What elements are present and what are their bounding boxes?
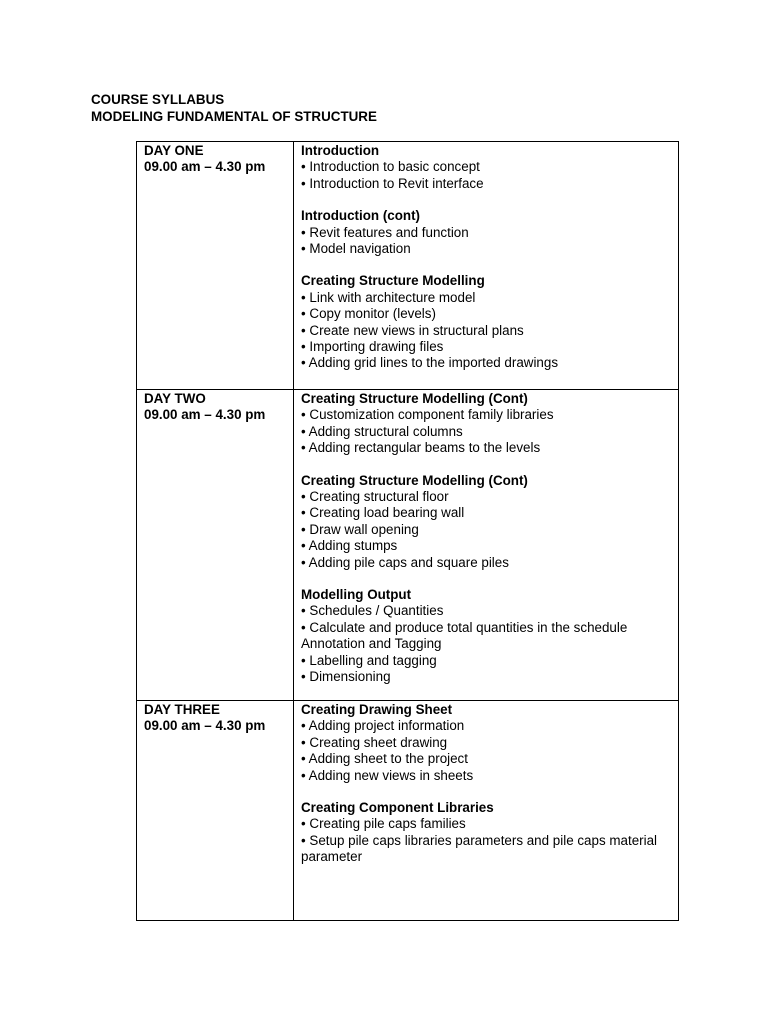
table-row [137,701,679,921]
list-item: • Adding structural columns [301,423,463,439]
title-course-syllabus: COURSE SYLLABUS [91,92,225,107]
list-item: • Adding rectangular beams to the levels [301,440,541,456]
section-heading: Creating Structure Modelling (Cont) [301,472,528,488]
day-cell [137,142,294,390]
list-item: • Dimensioning [301,669,391,685]
list-item: • Copy monitor (levels) [301,306,436,322]
list-item: • Adding grid lines to the imported drawings [301,355,559,371]
list-item: • Adding new views in sheets [301,767,474,783]
day-label: DAY THREE [144,702,220,717]
section-heading: Introduction (cont) [301,208,420,224]
day-time: 09.00 am – 4.30 pm [144,407,266,423]
topics-cell [294,390,679,701]
day-time: 09.00 am – 4.30 pm [144,718,266,734]
section-heading: Modelling Output [301,587,412,603]
day-cell [137,701,294,921]
day-label: DAY TWO [144,391,206,406]
list-item: • Schedules / Quantities [301,603,444,619]
list-item: • Draw wall opening [301,521,419,537]
list-item: • Link with architecture model [301,289,476,305]
topics-cell [294,701,679,921]
list-item: • Customization component family libraries [301,407,554,423]
list-item: • Importing drawing files [301,339,444,355]
document-title [91,92,377,125]
list-item: • Introduction to Revit interface [301,175,484,191]
list-item: • Adding stumps [301,538,398,554]
section-heading: Annotation and Tagging [301,636,442,652]
list-item: • Model navigation [301,241,411,257]
list-item: • Create new views in structural plans [301,322,524,338]
day-label: DAY ONE [144,143,204,158]
syllabus-table [136,141,679,921]
day-cell [137,390,294,701]
list-item: • Revit features and function [301,224,469,240]
section-heading: Creating Structure Modelling [301,273,485,289]
list-item: • Adding project information [301,718,465,734]
topics-cell [294,142,679,390]
list-item: • Creating structural floor [301,489,449,505]
title-course-name: MODELING FUNDAMENTAL OF STRUCTURE [91,108,377,124]
section-heading: Creating Drawing Sheet [301,702,453,717]
table-row [137,142,679,390]
list-item: • Adding pile caps and square piles [301,554,509,570]
list-item: • Calculate and produce total quantities in the schedule [301,619,628,635]
table-row [137,390,679,701]
list-item: • Creating pile caps families [301,816,466,832]
list-item: • Introduction to basic concept [301,159,480,175]
list-item: • Creating sheet drawing [301,734,448,750]
list-item: • Adding sheet to the project [301,751,468,767]
list-item: • Labelling and tagging [301,652,437,668]
section-heading: Creating Structure Modelling (Cont) [301,391,528,406]
list-item: • Creating load bearing wall [301,505,465,521]
day-time: 09.00 am – 4.30 pm [144,159,266,175]
section-heading: Introduction [301,143,380,158]
list-item: • Setup pile caps libraries parameters and pile caps material parameter [301,832,657,865]
section-heading: Creating Component Libraries [301,800,494,816]
